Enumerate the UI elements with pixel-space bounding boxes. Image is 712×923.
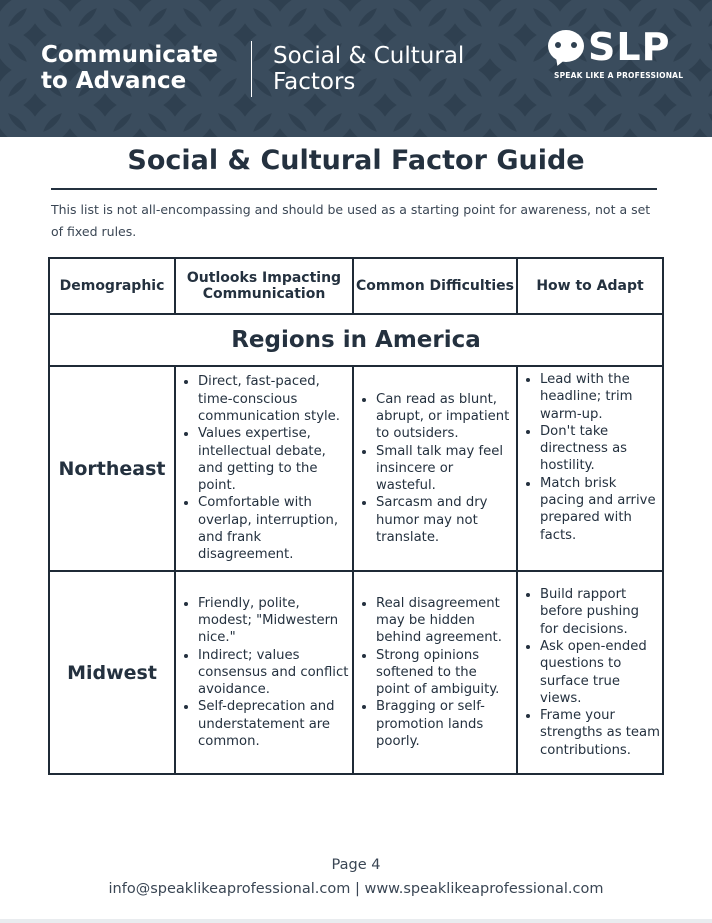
adapt-cell bbox=[517, 571, 663, 774]
page-bottom-edge bbox=[0, 919, 712, 923]
adapt-cell bbox=[517, 366, 663, 571]
list-item: • Don't take directness as hostility. bbox=[540, 423, 660, 475]
table-header-row bbox=[49, 258, 663, 314]
header-difficulties: Common Difficulties bbox=[353, 258, 517, 314]
list-item: • Real disagreement may be hidden behind agreement. bbox=[376, 595, 514, 647]
outlooks-cell bbox=[175, 366, 353, 571]
logo-letters: SLP bbox=[588, 25, 671, 69]
brand-title bbox=[41, 42, 218, 94]
title-rule bbox=[51, 188, 657, 190]
slp-logo bbox=[548, 25, 688, 84]
brand-line-1: Communicate bbox=[41, 42, 218, 68]
difficulties-cell bbox=[353, 366, 517, 571]
section-heading-row bbox=[49, 314, 663, 366]
brand-line-2: to Advance bbox=[41, 68, 187, 94]
list-item: • Build rapport before pushing for decisions. bbox=[540, 586, 660, 638]
list-item: • Frame your strengths as team contributions. bbox=[540, 707, 660, 759]
outlooks-cell bbox=[175, 571, 353, 774]
intro-text: This list is not all-encompassing and should be used as a starting point for awareness, not a set of fixed rules. bbox=[51, 202, 651, 239]
header-demographic: Demographic bbox=[49, 258, 175, 314]
list-item: • Self-deprecation and understatement are common. bbox=[198, 698, 350, 750]
section-title bbox=[273, 43, 464, 95]
section-line-2: Factors bbox=[273, 69, 356, 95]
table-row bbox=[49, 366, 663, 571]
header-outlooks: Outlooks Impacting Communication bbox=[175, 258, 353, 314]
difficulties-cell bbox=[353, 571, 517, 774]
logo-tagline: SPEAK LIKE A PROFESSIONAL bbox=[554, 71, 684, 80]
section-heading: Regions in America bbox=[49, 314, 663, 366]
demographic-cell: Midwest bbox=[49, 571, 175, 774]
factor-guide-table bbox=[48, 257, 664, 775]
table-row bbox=[49, 571, 663, 774]
demographic-cell: Northeast bbox=[49, 366, 175, 571]
list-item: • Sarcasm and dry humor may not translate. bbox=[376, 494, 514, 546]
section-line-1: Social & Cultural bbox=[273, 43, 465, 69]
list-item: • Match brisk pacing and arrive prepared with facts. bbox=[540, 475, 660, 544]
page-header bbox=[0, 0, 712, 137]
bubble-dots bbox=[555, 42, 577, 50]
list-item: • Friendly, polite, modest; "Midwestern nice." bbox=[198, 595, 350, 647]
list-item: • Lead with the headline; trim warm-up. bbox=[540, 371, 660, 423]
list-item: • Strong opinions softened to the point of ambiguity. bbox=[376, 647, 514, 699]
list-item: • Ask open-ended questions to surface true views. bbox=[540, 638, 660, 707]
list-item: • Small talk may feel insincere or wasteful. bbox=[376, 443, 514, 495]
list-item: • Bragging or self-promotion lands poorly. bbox=[376, 698, 514, 750]
list-item: • Can read as blunt, abrupt, or impatient to outsiders. bbox=[376, 391, 514, 443]
page-title: Social & Cultural Factor Guide bbox=[127, 145, 585, 176]
list-item: • Comfortable with overlap, interruption, and frank disagreement. bbox=[198, 494, 350, 563]
list-item: • Values expertise, intellectual debate, and getting to the point. bbox=[198, 425, 350, 494]
list-item: • Direct, fast-paced, time-conscious communication style. bbox=[198, 373, 350, 425]
header-adapt: How to Adapt bbox=[517, 258, 663, 314]
page-number: Page 4 bbox=[331, 857, 381, 873]
header-divider bbox=[251, 41, 252, 97]
list-item: • Indirect; values consensus and conflict avoidance. bbox=[198, 647, 350, 699]
contact-info: info@speaklikeaprofessional.com | www.speaklikeaprofessional.com bbox=[108, 881, 604, 897]
